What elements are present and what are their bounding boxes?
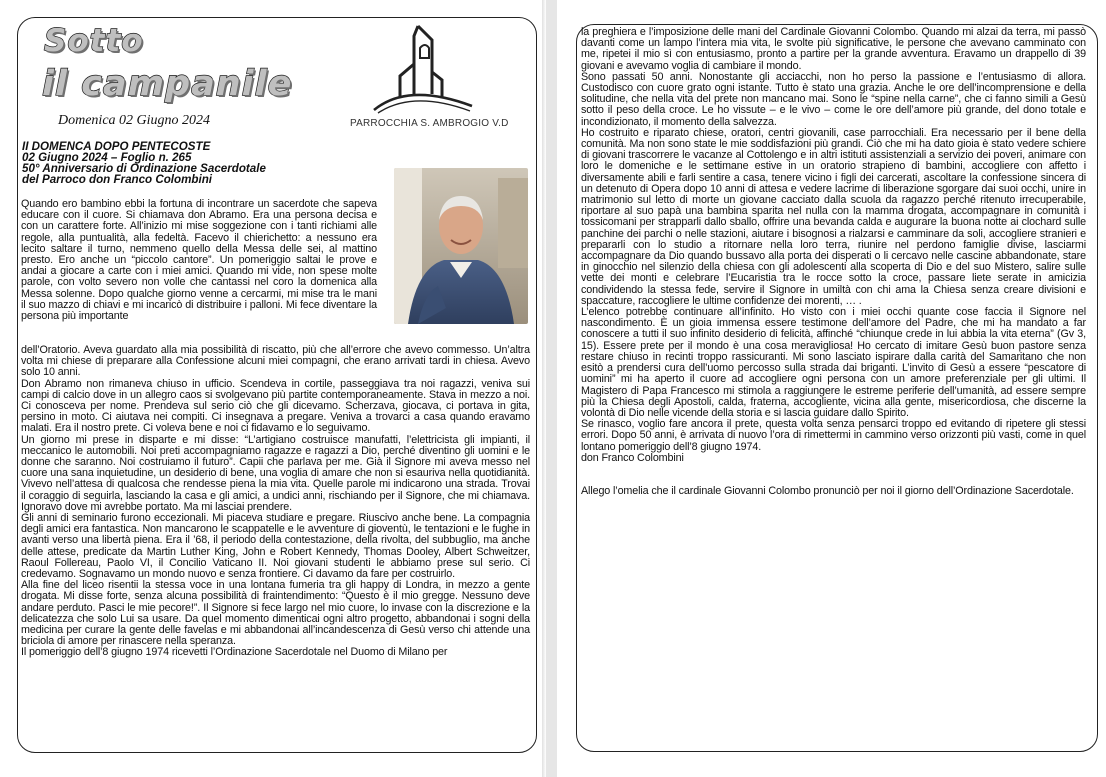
masthead-title-line1: Sotto <box>44 23 144 59</box>
left-page <box>0 0 546 777</box>
left-article-body <box>21 345 530 659</box>
paragraph: L’elenco potrebbe continuare all’infinito. Ho visto con i miei occhi quante cose faccia il Signore nel nascondimento. È un gioia immensa essere testimone dell’amore del Padre, che mi ha mandato a far conoscere a tutti il suo infinito desiderio di felicità, affinché “chiunque crede in lui abbia la vita eterna” (Gv 3, 15). Essere prete per il mondo è una cosa meravigliosa! Ho cercato di imitare Gesù buon pastore senza restare chiuso in recinti troppo rassicuranti. Mi sono lasciato ispirare dalla carità del Samaritano che non esitò a prendersi cura dell’uomo percosso sulla strada dai briganti. L’invito di Gesù a essere “pescatore di uomini” mi ha aperto il cuore ad accogliere ogni persona con un amore preferenziale per gli ultimi. Il Magistero di Papa Francesco mi stimola a raggiungere le estreme periferie dell’umanità, ad essere sempre più la Chiesa degli Apostoli, calda, fraterna, accogliente, vicina alla gente, misericordiosa, che discerne la volontà di Dio nelle vicende della storia e si lascia guidare dallo Spirito. <box>581 306 1086 419</box>
paragraph: dell’Oratorio. Aveva guardato alla mia possibilità di riscatto, più che all’errore che avevo commesso. Un’altra volta mi chiese di preparare alla Confessione alcuni miei compagni, che erano arrivati tardi in chiesa. Avevo solo 10 anni. <box>21 344 530 379</box>
paragraph: Gli anni di seminario furono eccezionali. Mi piaceva studiare e pregare. Riuscivo anche bene. La compagnia degli amici era fantastica. Non mancarono le scappatelle e le avventure di gioventù, le tentazioni e le fughe in avanti verso una libertà piena. Era il ’68, il periodo della contestazione, della rivolta, del subbuglio, ma anche delle attese, predicate da Martin Luther King, John e Robert Kennedy, Thomas Dooley, Albert Schweitzer, Raoul Follereau, Paolo VI, il Concilio Vaticano II. Noi giovani studenti le abbiamo prese sul serio. Ci credevamo. Sognavamo un mondo nuovo e senza frontiere. Ci davamo da fare per costruirlo. <box>21 512 530 581</box>
liturgical-day: II DOMENCA DOPO PENTECOSTE <box>22 140 211 153</box>
parish-name: PARROCCHIA S. AMBROGIO V.D <box>350 118 509 129</box>
priest-portrait <box>394 168 528 324</box>
issue-date: Domenica 02 Giugno 2024 <box>58 113 211 128</box>
masthead-title-line2: il campanile <box>42 64 293 104</box>
paragraph: Ho costruito e riparato chiese, oratori, centri giovanili, case parrocchiali. Era necessario per il bene della comunità. Ma non sono state le mie soddisfazioni più grandi. Ciò che mi ha dato gioia è stato vedere schiere di giovani trascorrere le vacanze al Cottolengo e in altri istituti assistenziali a servizio dei poveri, animare con loro le domeniche e le settimane estive in un oratorio strapieno di bambini, accogliere con affetto i diversamente abili e farli sentire a casa, tenere vicino i figli dei carcerati, ascoltare la confessione sincera di un detenuto di Opera dopo 10 anni di attesa e vedere lacrime di liberazione sgorgare dai suoi occhi, unire in matrimonio sul letto di morte un giovane cacciato dalla scuola da ragazzo perché ritenuto irrecuperabile, riportare al suo papà una bambina sparita nel nulla con la mamma drogata, accompagnare in comunità i tossicomani per strapparli dallo sballo, offrire una bevanda calda e augurare la buona notte ai clochard sulle panchine dei parchi o nelle stazioni, aiutare i bisognosi a rialzarsi e camminare da soli, accogliere stranieri e prepararli con lo studio a ritornare nella loro terra, riunire nel perdono famiglie divise, lasciarmi accompagnare da Dio quando bussavo alla porta dei disperati o li cercavo nelle cascine abbandonate, stare in ginocchio nel silenzio della chiesa con gli adolescenti alla scoperta di Dio e del suo Mistero, salire sulle vette dei monti e celebrare l’Eucaristia tra le rocce sotto la croce, passare liete serate in amicizia condividendo la stessa fede, servire il Signore in umiltà con chi ama la Chiesa senza creare divisioni e spaccature, raccogliere le ultime confidenze dei morenti, … . <box>581 126 1086 307</box>
paragraph: Sono passati 50 anni. Nonostante gli acciacchi, non ho perso la passione e l’entusiasmo di allora. Custodisco con cuore grato ogni istante. Tutto è stato una grazia. Anche le ore dell’incomprensione e della solitudine, che nella vita del prete non mancano mai. Sono le “spine nella carne”, che ci fanno simili a Gesù sotto il peso della croce. Le ho vissute – e le vivo – come le ore dell’amore più grande, del dono totale e incondizionato, il momento della salvezza. <box>581 70 1086 128</box>
signature: don Franco Colombini <box>581 451 684 464</box>
paragraph: Il pomeriggio dell’8 giugno 1974 ricevetti l’Ordinazione Sacerdotale nel Duomo di Milano per <box>21 646 448 659</box>
anniversary-title: 50° Anniversario di Ordinazione Sacerdotale <box>22 162 266 175</box>
paragraph: Don Abramo non rimaneva chiuso in ufficio. Scendeva in cortile, passeggiava tra noi ragazzi, veniva sui campi di calcio dove in un allegro caos si svolgevano più partite contemporaneamente. Stava in mezzo a noi. Ci conosceva per nome. Prendeva sul serio ciò che gli dicevamo. Scherzava, giocava, ci portava in gita, persino in moto. Ci aiutava nei compiti. Ci insegnava a pregare. Veniva a trovarci a casa quando eravamo malati. Era il nostro prete. Ci voleva bene e noi ci fidavamo e lo seguivamo. <box>21 377 530 435</box>
paragraph: Un giorno mi prese in disparte e mi disse: “L’artigiano costruisce manufatti, l’elettricista gli impianti, il meccanico le automobili. Noi preti accompagniamo ragazze e ragazzi a Dio, perché diventino gli uomini e le donne che saranno. Noi costruiamo il futuro”. Capii che parlava per me. Già il Signore mi aveva messo nel cuore una sana inquietudine, un desiderio di bene, una voglia di amare che non si esauriva nella quotidianità. Vivevo nell’attesa di qualcosa che rendesse piena la mia vita. Quelle parole mi indicarono una strada. Trovai il coraggio di seguirla, lasciando la casa e gli amici, a undici anni, rischiando per il Signore, che mi chiamava. Ignoravo dove mi avrebbe portato. Ma mi lasciai prendere. <box>21 433 530 513</box>
page-gutter <box>542 0 546 777</box>
paragraph: Se rinasco, voglio fare ancora il prete, questa volta senza pensarci troppo ed evitando di ripetere gli stessi errori. Dopo 50 anni, è arrivata di nuovo l’ora di rimettermi in cammino verso orizzonti più vasti, come in quel lontano pomeriggio dell’8 giugno 1974. <box>581 418 1086 453</box>
footnote: Allego l’omelia che il cardinale Giovanni Colombo pronunciò per noi il giorno dell’Ordinazione Sacerdotale. <box>581 484 1074 497</box>
paragraph: Alla fine del liceo risentii la stessa voce in una lontana fumeria tra gli happy di Londra, in mezzo a gente drogata. Mi disse forte, senza alcuna possibilità di fraintendimento: “Questo è il mio gregge. Nessuno deve andare perduto. Pasci le mie pecore!”. Il Signore si fece largo nel mio cuore, lo invase con la discrezione e la delicatezza che solo Lui sa usare. Da quel momento dimenticai ogni altro progetto, abbandonai i sogni della medicina per curare la gente delle favelas e mi abbandonai all’incandescenza di Gesù verso chi attende una briciola di amore per rinascere nella speranza. <box>21 579 530 648</box>
paragraph: la preghiera e l’imposizione delle mani del Cardinale Giovanni Colombo. Quando mi alzai da terra, mi passò davanti come un lampo l’intera mia vita, le svolte più significative, le persone che avevano camminato con me, ripetei il mio sì con entusiasmo, pronto a partire per la grande avventura. Eravamo un drappello di 39 giovani e avevamo voglia di cambiare il mondo. <box>581 26 1086 72</box>
issue-number: 02 Giugno 2024 – Foglio n. 265 <box>22 151 192 164</box>
right-page <box>557 0 1106 777</box>
right-article-body <box>581 27 1086 497</box>
spacer <box>581 464 1086 486</box>
intro-beside-photo: Quando ero bambino ebbi la fortuna di incontrare un sacerdote che sapeva educare con il cuore. Si chiamava don Abramo. Era una persona decisa e con un carattere forte. All’inizio mi mise soggezione con i tanti richiami alle regole, alla puntualità, alla fedeltà. Facevo il chierichetto: a nessuno era lecito saltare il turno, nemmeno quello della Messa delle sei, al mattino presto. Ero anche un “piccolo cantore”. Un pomeriggio saltai le prove e andai a giocare a carte con i miei amici. Quando mi vide, non spese molte parole, con volto severo non volle che cantassi nel coro la domenica alla Messa solenne. Dopo qualche giorno venne a cercarmi, mi mise tra le mani il suo mazzo di chiavi e mi incaricò di distribuire i palloni. Mi fece diventare la persona più importante <box>21 198 377 323</box>
anniversary-subtitle: del Parroco don Franco Colombini <box>22 173 213 186</box>
church-bell-tower-icon <box>368 20 478 120</box>
